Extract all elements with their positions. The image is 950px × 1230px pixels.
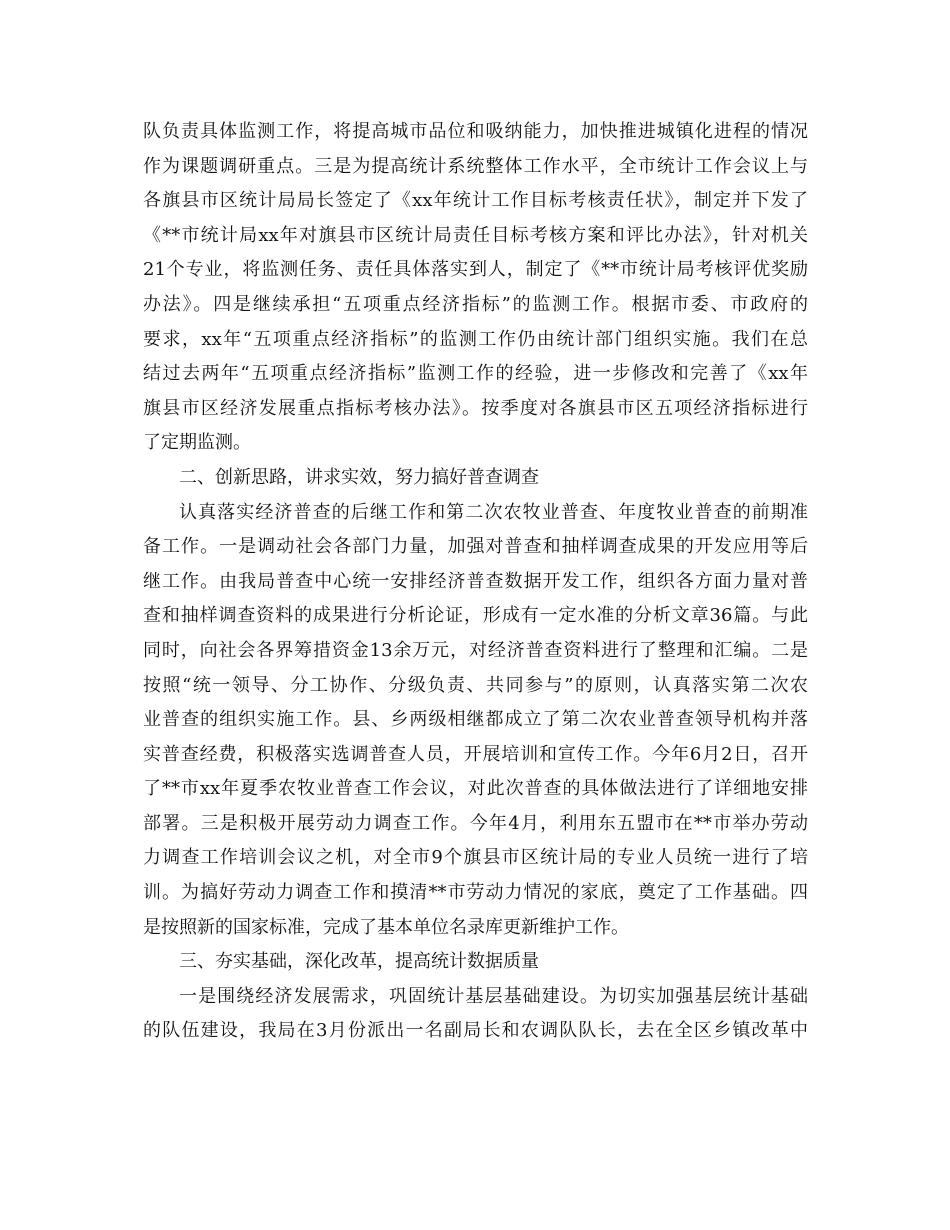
section-heading: 三、夯实基础，深化改革，提高统计数据质量 (179, 951, 539, 973)
section-heading: 二、创新思路，讲求实效，努力搞好普查调查 (179, 466, 539, 488)
paragraph-line: 队负责具体监测工作，将提高城市品位和吸纳能力，加快推进城镇化进程的情况 (143, 121, 808, 142)
paragraph-line: 办法》。四是继续承担“五项重点经济指标”的监测工作。根据市委、市政府的 (143, 293, 808, 315)
paragraph-line: 是按照新的国家标准，完成了基本单位名录库更新维护工作。 (143, 916, 629, 938)
paragraph-line: 力调查工作培训会议之机，对全市9个旗县市区统计局的专业人员统一进行了培 (143, 847, 808, 869)
paragraph-line: 查和抽样调查资料的成果进行分析论证，形成有一定水准的分析文章36篇。与此 (143, 605, 808, 627)
paragraph-line: 21个专业，将监测任务、责任具体落实到人，制定了《**市统计局考核评优奖励 (143, 259, 808, 281)
paragraph-line: 训。为搞好劳动力调查工作和摸清**市劳动力情况的家底，奠定了工作基础。四 (143, 882, 808, 904)
paragraph-line: 同时，向社会各界筹措资金13余万元，对经济普查资料进行了整理和汇编。二是 (143, 639, 808, 661)
paragraph-line: 继工作。由我局普查中心统一安排经济普查数据开发工作，组织各方面力量对普 (143, 570, 808, 592)
document-body (143, 115, 808, 1049)
paragraph-line: 要求，xx年“五项重点经济指标”的监测工作仍由统计部门组织实施。我们在总 (143, 328, 808, 350)
paragraph-line: 业普查的组织实施工作。县、乡两级相继都成立了第二次农业普查领导机构并落 (143, 709, 808, 731)
paragraph-line: 的队伍建设，我局在3月份派出一名副局长和农调队队长，去在全区乡镇改革中 (143, 1020, 808, 1042)
paragraph-line: 了**市xx年夏季农牧业普查工作会议，对此次普查的具体做法进行了详细地安排 (143, 778, 808, 800)
paragraph-line: 实普查经费，积极落实选调普查人员，开展培训和宣传工作。今年6月2日，召开 (143, 743, 808, 765)
paragraph-line: 旗县市区经济发展重点指标考核办法》。按季度对各旗县市区五项经济指标进行 (143, 397, 808, 419)
paragraph-line: 备工作。一是调动社会各部门力量，加强对普查和抽样调查成果的开发应用等后 (143, 536, 808, 558)
paragraph-line: 部署。三是积极开展劳动力调查工作。今年4月，利用东五盟市在**市举办劳动 (143, 812, 808, 834)
paragraph-line: 《**市统计局xx年对旗县市区统计局责任目标考核方案和评比办法》，针对机关 (143, 224, 808, 246)
paragraph-line: 一是围绕经济发展需求，巩固统计基层基础建设。为切实加强基层统计基础 (179, 985, 808, 1007)
paragraph-line: 作为课题调研重点。三是为提高统计系统整体工作水平，全市统计工作会议上与 (143, 155, 808, 177)
paragraph-line: 各旗县市区统计局局长签定了《xx年统计工作目标考核责任状》，制定并下发了 (143, 190, 808, 212)
paragraph-line: 了定期监测。 (143, 432, 251, 454)
paragraph-line: 按照“统一领导、分工协作、分级负责、共同参与”的原则，认真落实第二次农 (143, 674, 808, 696)
paragraph-line: 认真落实经济普查的后继工作和第二次农牧业普查、年度牧业普查的前期准 (179, 501, 808, 523)
paragraph-line: 结过去两年“五项重点经济指标”监测工作的经验，进一步修改和完善了《xx年 (143, 363, 808, 385)
